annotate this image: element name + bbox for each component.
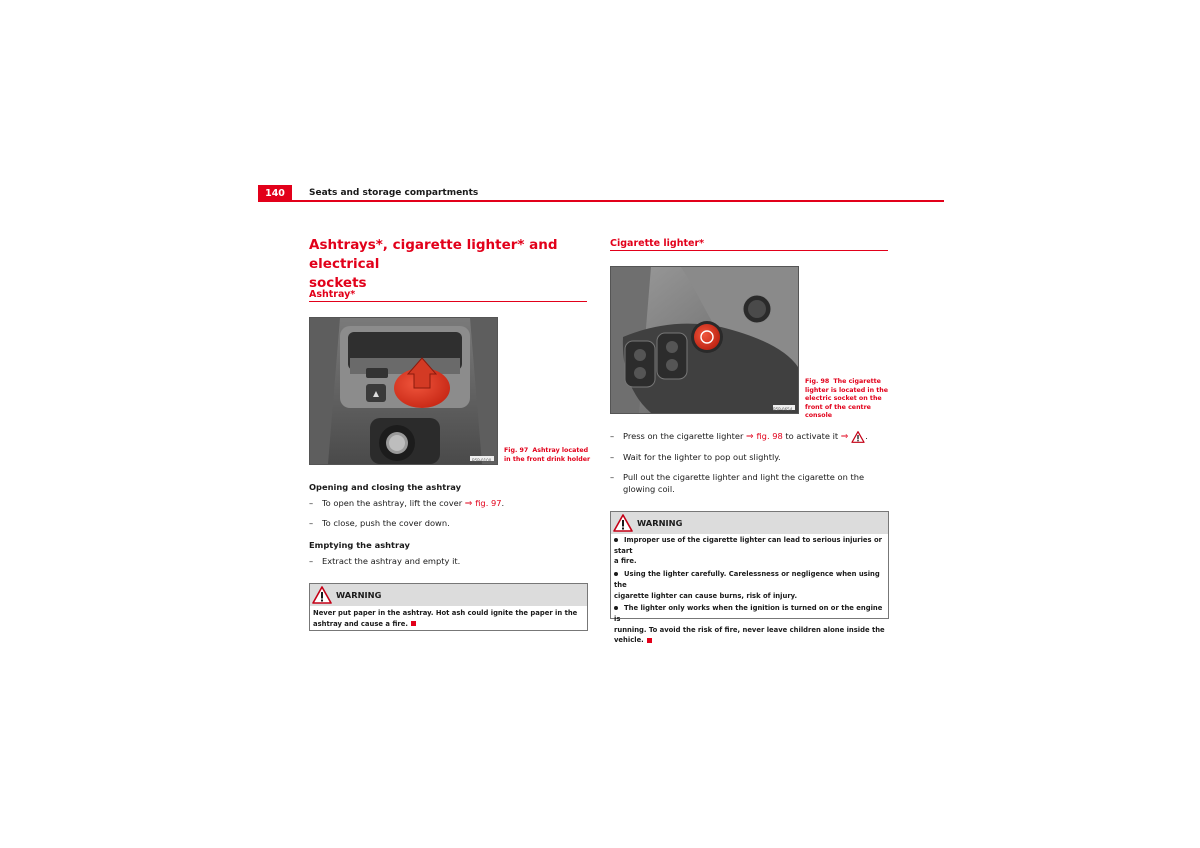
warning-item: Using the lighter carefully. Carelessness or negligence when using the cigarette lighter can cause burns, risk of injury. [614,570,880,600]
warning-triangle-icon [851,431,865,443]
ashtray-warning-box [309,583,588,631]
fig97-reference-link[interactable]: ⇒ fig. 97 [464,498,502,509]
warning-triangle-icon [312,586,332,604]
ashtray-section-title: Ashtray* [309,289,356,300]
lighter-warning-title: WARNING [637,518,683,528]
opening-step-1-text: To open the ashtray, lift the cover [322,498,465,508]
end-mark-icon [411,621,416,626]
header-rule [258,200,944,202]
lighter-step-1: – Press on the cigarette lighter ⇒ fig. 98 to activate it ⇒ . [610,431,868,442]
page-number: 140 [258,185,292,201]
ashtray-figure [309,317,498,465]
fig98-caption-line1: The cigarette [833,378,881,385]
opening-subheading: Opening and closing the ashtray [309,482,462,492]
bullet-icon [614,538,618,542]
ashtray-warning-title: WARNING [336,590,382,600]
fig98-label: Fig. 98 [805,378,830,385]
lighter-step-2-text: Wait for the lighter to pop out slightly. [623,452,781,462]
warning-triangle-icon [613,514,633,532]
fig98-reference-link[interactable]: ⇒ fig. 98 [746,431,783,442]
lighter-section-rule [610,250,888,251]
lighter-step-3-text: Pull out the cigarette lighter and light the cigarette on the glowing coil. [623,472,865,494]
page-title-line1: Ashtrays*, cigarette lighter* and electrical [309,237,558,272]
section-header-title: Seats and storage compartments [309,188,479,198]
emptying-step-1-text: Extract the ashtray and empty it. [322,556,461,566]
fig97-caption [504,447,594,464]
emptying-step-1: – Extract the ashtray and empty it. [309,556,461,566]
fig97-label: Fig. 97 [504,447,529,454]
reference-arrow-icon: ⇒ [840,432,852,442]
end-mark-icon [647,638,652,643]
warning-item: The lighter only works when the ignition is turned on or the engine is running. To avoid the risk of fire, never leave children alone inside the vehicle. [614,604,885,645]
bullet-icon [614,606,618,610]
lighter-warning-box [610,511,889,645]
fig97-caption-line1: Ashtray located [532,447,589,454]
fig98-caption: Fig. 98 The cigarette lighter is located in the electric socket on the front of the centre console [805,378,889,420]
fig97-code: B5P-0100 [472,458,492,463]
lighter-step-2: – Wait for the lighter to pop out slightly. [610,452,781,462]
warning-item: Improper use of the cigarette lighter can lead to serious injuries or start a fire. [614,536,882,566]
lighter-step-3: – Pull out the cigarette lighter and light the cigarette on the glowing coil. [610,472,865,494]
page-title [309,236,589,293]
opening-step-1: – To open the ashtray, lift the cover ⇒ fig. 97. [309,498,505,509]
lighter-warning-text [614,535,885,648]
opening-step-2-text: To close, push the cover down. [322,518,450,528]
emptying-subheading: Emptying the ashtray [309,540,410,550]
lighter-figure [610,266,799,414]
fig97-caption-line2: in the front drink holder [504,455,591,463]
page-title-line2: sockets [309,275,367,291]
ashtray-section-rule [309,301,587,302]
opening-step-2: – To close, push the cover down. [309,518,450,528]
fig98-code: B5P-0654 [773,407,793,412]
warning-reference-link[interactable] [841,431,865,441]
bullet-icon [614,572,618,576]
reference-arrow-icon: ⇒ [464,499,476,509]
reference-arrow-icon: ⇒ [746,432,757,442]
lighter-section-title: Cigarette lighter* [610,238,705,249]
lighter-step-1-text: Press on the cigarette lighter [623,431,747,441]
lighter-illustration [611,267,798,413]
ashtray-warning-text: Never put paper in the ashtray. Hot ash could ignite the paper in the ashtray and cause a fire. [313,609,578,628]
ashtray-illustration [310,318,497,464]
